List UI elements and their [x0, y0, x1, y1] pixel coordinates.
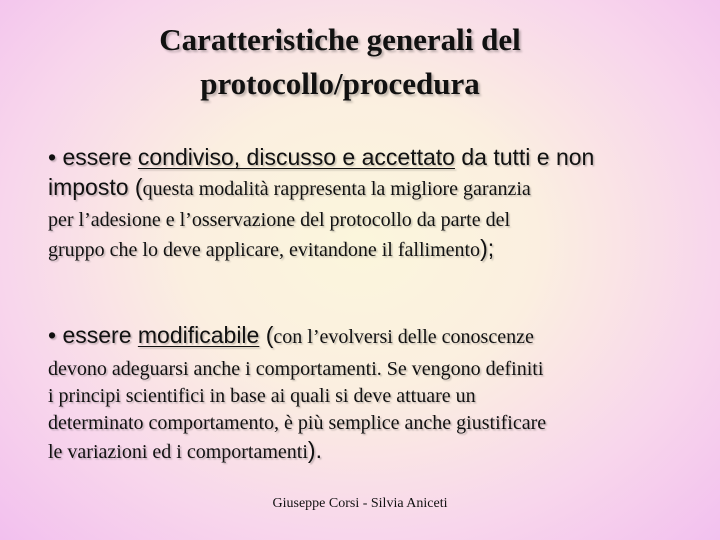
bullet-1-line-3: per l’adesione e l’osservazione del protocollo da parte del — [48, 209, 511, 231]
bullet-2-line-2: devono adeguarsi anche i comportamenti. Se vengono definiti — [48, 358, 544, 380]
bullet-1-line-4: gruppo che lo deve applicare, evitandone il fallimento); — [48, 235, 495, 261]
bullet-1-line-2: imposto (questa modalità rappresenta la migliore garanzia — [48, 174, 531, 200]
slide-footer-authors: Giuseppe Corsi - Silvia Aniceti — [272, 496, 448, 511]
title-line-1: Caratteristiche generali del — [159, 22, 521, 57]
bullet-point-condiviso — [48, 142, 658, 266]
bullet-2-line-1: • essere modificabile (con l’evolversi delle conoscenze — [48, 322, 534, 348]
bullet-2-line-3: i principi scientifici in base ai quali si deve attuare un — [48, 385, 476, 407]
title-line-2: protocollo/procedura — [200, 66, 480, 101]
bullet-2-line-5: le variazioni ed i comportamenti). — [48, 437, 322, 463]
bullet-point-modificabile — [48, 318, 658, 467]
bullet-1-underlined-text: condiviso, discusso e accettato — [137, 144, 455, 170]
bullet-2-marker: • — [48, 322, 57, 348]
bullet-1-marker: • — [48, 144, 57, 170]
slide-title — [0, 18, 680, 106]
bullet-2-line-4: determinato comportamento, è più semplice anche giustificare — [48, 412, 547, 434]
bullet-2-underlined-text: modificabile — [137, 322, 260, 348]
bullet-1-line-1: • essere condiviso, discusso e accettato da tutti e non — [48, 144, 595, 170]
